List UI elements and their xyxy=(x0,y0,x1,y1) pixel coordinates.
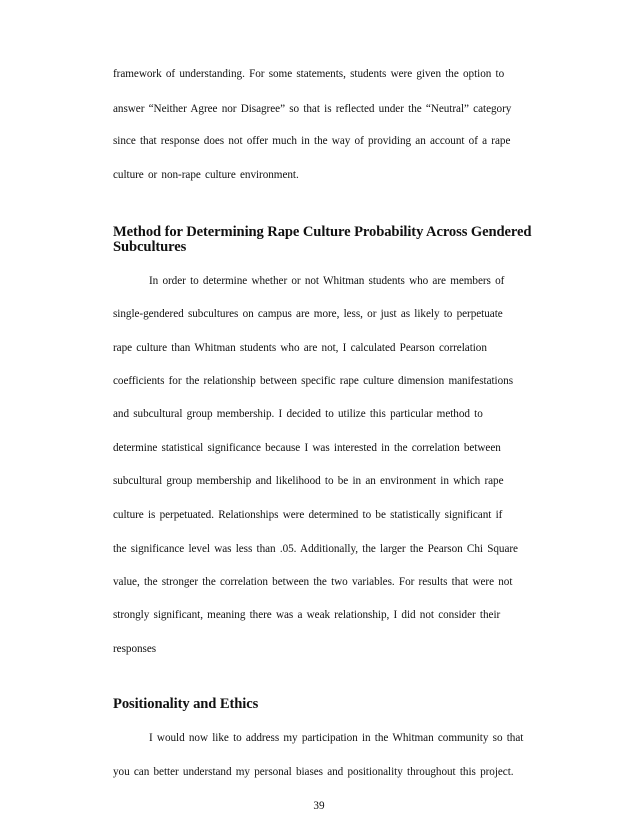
body-text-line: you can better understand my personal biases and positionality throughout this project. xyxy=(113,765,514,778)
body-text-line: I would now like to address my participation in the Whitman community so that xyxy=(149,731,524,744)
page-number: 39 xyxy=(313,800,325,813)
body-text-line: culture or non-rape culture environment. xyxy=(113,169,299,182)
body-text-line: determine statistical significance because I was interested in the correlation between xyxy=(113,441,501,454)
body-text-line: framework of understanding. For some statements, students were given the option to xyxy=(113,68,505,81)
body-text-line: strongly significant, meaning there was a weak relationship, I did not consider their xyxy=(113,608,501,621)
body-text-line: rape culture than Whitman students who are not, I calculated Pearson correlation xyxy=(113,341,487,354)
section-heading-positionality: Positionality and Ethics xyxy=(113,696,259,713)
body-text-line: since that response does not offer much in the way of providing an account of a rape xyxy=(113,135,511,148)
body-text-line: coefficients for the relationship between specific rape culture dimension manifestations xyxy=(113,374,514,387)
body-text-line: and subcultural group membership. I decided to utilize this particular method to xyxy=(113,408,483,421)
body-text-line: answer “Neither Agree nor Disagree” so that is reflected under the “Neutral” category xyxy=(113,102,512,115)
section-heading-method: Method for Determining Rape Culture Probability Across Gendered xyxy=(113,223,532,240)
body-text-line: value, the stronger the correlation between the two variables. For results that were not xyxy=(113,576,513,589)
body-text-line: subcultural group membership and likelihood to be in an environment in which rape xyxy=(113,475,504,488)
body-text-line: responses xyxy=(113,642,157,655)
section-heading-method-continued: Subcultures xyxy=(113,239,187,256)
body-text-line: single-gendered subcultures on campus are more, less, or just as likely to perpetuate xyxy=(113,308,503,321)
body-text-line: the significance level was less than .05. Additionally, the larger the Pearson Chi Square xyxy=(113,542,518,555)
body-text-line: In order to determine whether or not Whitman students who are members of xyxy=(149,274,505,287)
body-text-line: culture is perpetuated. Relationships were determined to be statistically significant if xyxy=(113,509,503,522)
